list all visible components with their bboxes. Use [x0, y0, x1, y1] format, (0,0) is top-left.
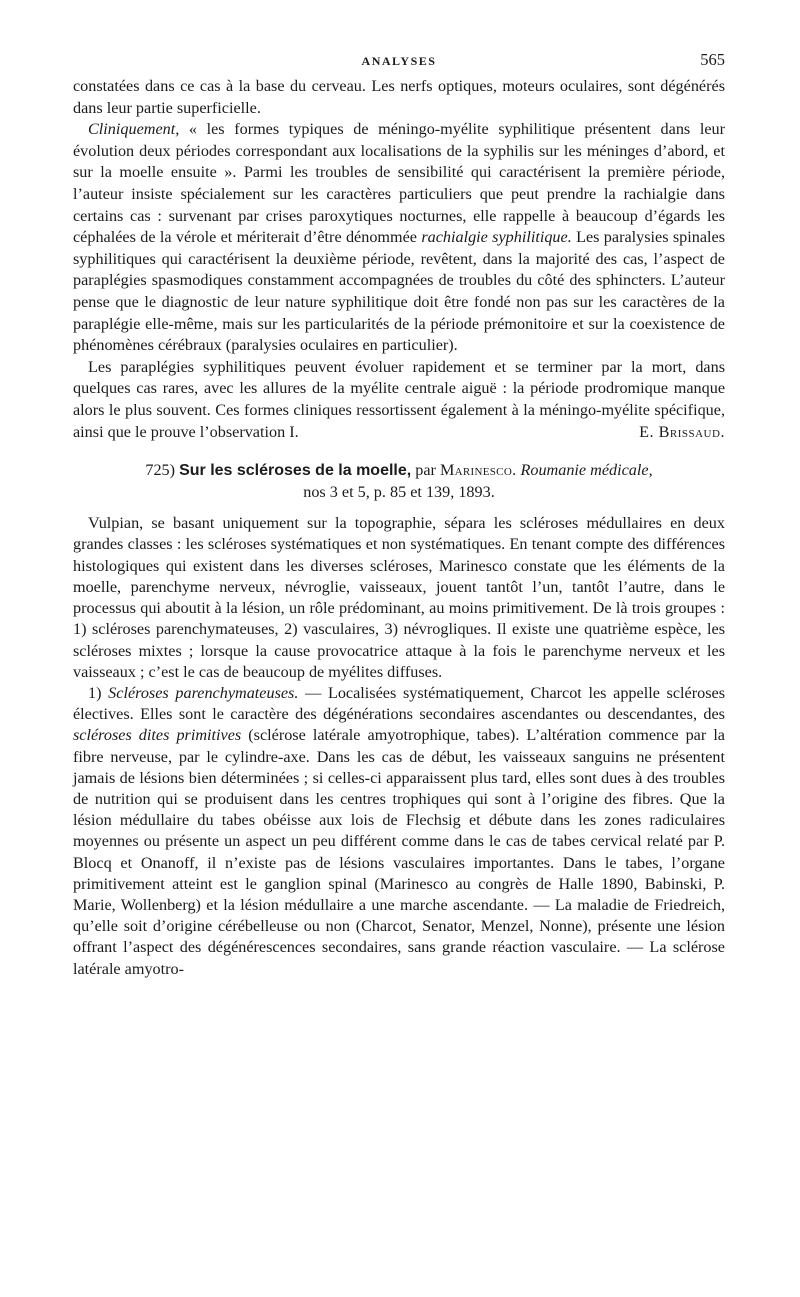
paragraph-parenchymatous — [73, 683, 725, 980]
review-continuation — [73, 76, 725, 443]
paragraph-paraplegia: Les paraplégies syphilitiques peuvent évoluer rapidement et se terminer par la mort, dans quelques cas rares, avec les allures de la myélite centrale aiguë : la période prodromique manque alors le plus souvent. Ces formes cliniques ressortissent également à la méningo-myélite spécifique, ainsi que le prouve l’observation I. — [73, 357, 725, 441]
running-title: ANALYSES — [361, 54, 437, 68]
article-number: 725) — [145, 461, 180, 480]
paragraph-optic-nerves: constatées dans ce cas à la base du cerveau. Les nerfs optiques, moteurs oculaires, sont dégénérés dans leur partie superficielle. — [73, 77, 725, 117]
signature: E. Brissaud. — [639, 422, 725, 441]
article-reference: nos 3 et 5, p. 85 et 139, 1893. — [303, 482, 495, 501]
paragraph-vulpian: Vulpian, se basant uniquement sur la topographie, sépara les scléroses médullaires en deux grandes classes : les scléroses systématiques et non systématiques. En tenant compte des différences histologiques qui existent dans les diverses scléroses, Marinesco constate que les éléments de la moelle, parenchyme nerveux, névroglie, vaisseaux, jouent tantôt l’un, tantôt l’autre, dans le processus qui aboutit à la lésion, un rôle prédominant, au moins primitivement. De là trois groupes : 1) scléroses parenchymateuses, 2) vasculaires, 3) névrogliques. Il existe une quatrième espèce, les scléroses mixtes ; lorsque la cause provocatrice attaque à la fois le parenchyme nerveux et les vaisseaux ; c’est le cas de beaucoup de myélites diffuses. — [73, 514, 725, 681]
article-author: Marinesco. — [439, 461, 517, 480]
parenchymatous-text-a: — Localisées systématiquement, Charcot les appelle scléroses électives. Elles sont le caractère des dégénérations secondaires ascendantes ou descendantes, des — [73, 683, 725, 724]
article-journal: Roumanie médicale, — [516, 461, 653, 480]
parenchymatous-label: Scléroses parenchymateuses. — [108, 683, 299, 702]
article-heading-line-1 — [73, 460, 725, 482]
clinical-text-b: Les paralysies spinales syphilitiques qui caractérisent la deuxième période, revêtent, dans la majorité des cas, l’aspect de paraplégies spasmodiques constamment accompagnées de troubles du côté des sphincters. L’auteur pense que le diagnostic de leur nature syphilitique doit être fondé non pas sur les caractères de la paraplégie elle-même, mais sur les particularités de la période prémonitoire et sur la coexistence de phénomènes cérébraux (paralysies oculaires en particulier). — [73, 228, 725, 355]
running-header — [73, 50, 725, 76]
document-page — [73, 50, 725, 980]
parenchymatous-number: 1) — [88, 683, 109, 702]
article-heading — [73, 460, 725, 503]
clinical-text-a: « les formes typiques de méningo-myélite syphilitique présentent dans leur évolution deux périodes correspondant aux localisations de la syphilis sur les méninges d’abord, et sur la moelle ensuite ». Parmi les troubles de sensibilité qui caractérisent la première période, l’auteur insiste spécialement sur les caractères particuliers que peut prendre la rachialgie dans certains cas : survenant par crises paroxytiques nocturnes, elle rappelle à beaucoup d’égards les céphalées de la vérole et mériterait d’être dénommée — [73, 120, 725, 247]
parenchymatous-text-b: (sclérose latérale amyotrophique, tabes). L’altération commence par la fibre nerveuse, par le cylindre-axe. Dans les cas de début, les vaisseaux sanguins ne présentent jamais de lésions bien déterminées ; si celles-ci apparaissent plus tard, elles sont dues à des troubles de nutrition qui se produisent dans les centres trophiques qui sont à l’origine des fibres. Que la lésion médullaire du tabes obéisse aux lois de Flechsig et débute dans les zones radiculaires moyennes ou présente un aspect un peu différent comme dans le cas de tabes cervical relaté par P. Blocq et Onanoff, il n’existe pas de lésions vasculaires importantes. Dans le tabes, l’organe primitivement atteint est le ganglion spinal (Marinesco au congrès de Halle 1890, Babinski, P. Marie, Wollenberg) et la lésion médullaire a une marche ascendante. — La maladie de Friedreich, qu’elle soit d’origine cérébelleuse ou non (Charcot, Senator, Menzel, Nonne), présente une lésion offrant l’aspect des dégénérescences secondaires, sans grande réaction vasculaire. — La sclérose latérale amyotro- — [73, 726, 725, 978]
parenchymatous-term: scléroses dites primitives — [73, 726, 242, 745]
article-by: par — [411, 461, 440, 480]
page-number: 565 — [700, 50, 725, 69]
paragraph-clinical — [73, 119, 725, 357]
article-title: Sur les scléroses de la moelle, — [179, 462, 412, 480]
clinical-label: Cliniquement, — [88, 120, 180, 139]
article-body — [73, 513, 725, 979]
clinical-term: rachialgie syphilitique. — [421, 228, 572, 247]
